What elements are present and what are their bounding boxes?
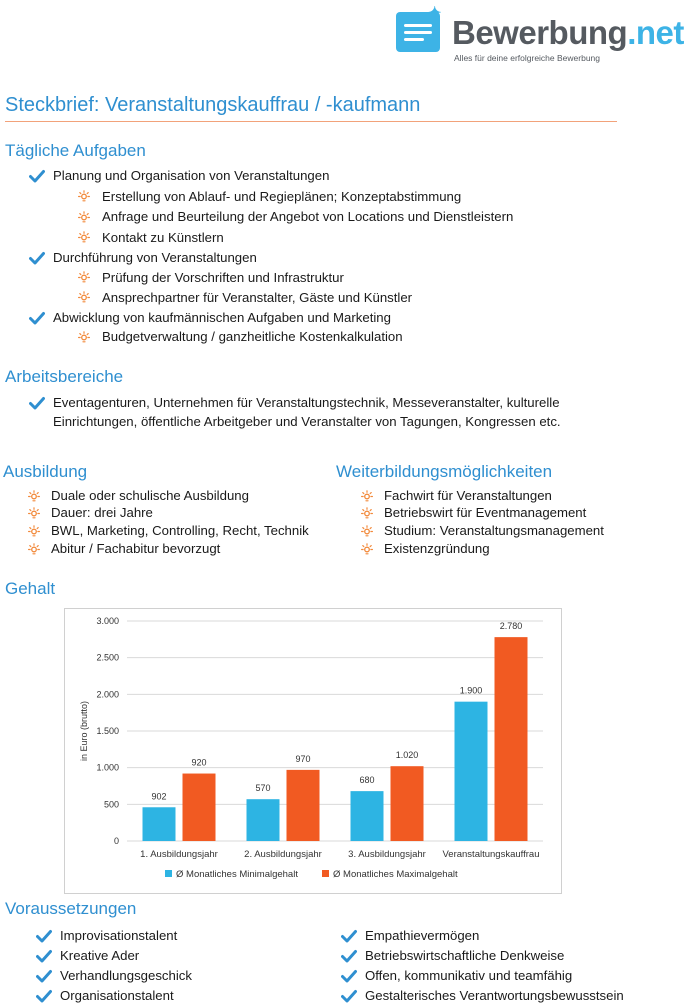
chart-bar (143, 807, 176, 841)
daily-subtask-item: Anfrage und Beurteilung der Angebot von Locations und Dienstleistern (102, 209, 514, 224)
chart-legend-swatch (322, 870, 329, 877)
logo-tagline: Alles für deine erfolgreiche Bewerbung (454, 53, 601, 63)
chart-data-label: 680 (359, 775, 375, 786)
work-areas-heading: Arbeitsbereiche (5, 367, 124, 386)
bulb-icon (28, 507, 40, 519)
chart-y-tick-label: 500 (103, 799, 119, 810)
bulb-icon (361, 490, 373, 502)
check-icon (29, 311, 45, 325)
title-divider (5, 121, 617, 122)
bulb-icon (78, 190, 90, 202)
bulb-icon (78, 231, 90, 243)
chart-y-tick-label: 1.500 (96, 726, 119, 736)
check-icon (36, 949, 52, 963)
further-education-item: Existenzgründung (384, 541, 490, 556)
check-icon (341, 949, 357, 963)
training-item: Abitur / Fachabitur bevorzugt (51, 541, 221, 556)
daily-subtask-item: Erstellung von Ablauf- und Regieplänen; Konzeptabstimmung (102, 189, 462, 204)
daily-subtask-item: Kontakt zu Künstlern (102, 230, 224, 245)
further-education-item: Fachwirt für Veranstaltungen (384, 488, 552, 503)
chart-y-axis-label: in Euro (brutto) (79, 700, 89, 762)
chart-y-tick-label: 1.000 (96, 762, 119, 773)
chart-legend-swatch (165, 870, 172, 877)
chart-y-tick-label: 0 (113, 836, 119, 846)
check-icon (36, 969, 52, 983)
bulb-icon (361, 507, 373, 519)
salary-heading: Gehalt (5, 579, 56, 598)
bulb-icon (78, 331, 90, 343)
salary-chart (65, 609, 561, 893)
training-item: BWL, Marketing, Controlling, Recht, Technik (51, 523, 309, 538)
chart-data-label: 920 (191, 757, 207, 768)
check-icon (36, 929, 52, 943)
check-icon (341, 969, 357, 983)
chart-x-tick-label: Veranstaltungskauffrau (442, 849, 540, 860)
work-areas-line-1: Eventagenturen, Unternehmen für Veranstaltungstechnik, Messeveranstalter, kulturelle (53, 395, 560, 410)
bulb-icon (78, 291, 90, 303)
bulb-icon (78, 271, 90, 283)
training-item: Duale oder schulische Ausbildung (51, 488, 249, 503)
chart-legend-label: Ø Monatliches Minimalgehalt (176, 869, 298, 880)
salary-chart-frame (64, 608, 562, 894)
requirements-heading: Voraussetzungen (5, 899, 137, 918)
chart-x-tick-label: 2. Ausbildungsjahr (244, 849, 322, 860)
chart-bar (247, 799, 280, 841)
daily-task-item: Planung und Organisation von Veranstaltungen (53, 168, 330, 183)
chart-x-tick-label: 1. Ausbildungsjahr (140, 849, 218, 860)
work-areas-line-2: Einrichtungen, öffentliche Arbeitgeber und Veranstalter von Tagungen, Kongressen etc. (53, 414, 561, 429)
daily-subtask-item: Prüfung der Vorschriften und Infrastruktur (102, 270, 344, 285)
bulb-icon (28, 490, 40, 502)
requirement-item: Offen, kommunikativ und teamfähig (365, 968, 573, 983)
requirement-item: Organisationstalent (60, 988, 174, 1003)
chart-y-tick-label: 2.000 (96, 689, 119, 700)
check-icon (341, 989, 357, 1003)
further-education-item: Studium: Veranstaltungsmanagement (384, 523, 604, 538)
bulb-icon (28, 543, 40, 555)
chart-y-tick-label: 3.000 (96, 616, 119, 626)
requirement-item: Betriebswirtschaftliche Denkweise (365, 948, 565, 963)
chart-data-label: 1.020 (395, 750, 419, 761)
further-education-item: Betriebswirt für Eventmanagement (384, 505, 587, 520)
further-education-heading: Weiterbildungsmöglichkeiten (336, 462, 553, 481)
daily-subtask-item: Budgetverwaltung / ganzheitliche Kostenkalkulation (102, 329, 403, 344)
chart-data-label: 2.780 (499, 621, 523, 632)
daily-tasks-heading: Tägliche Aufgaben (5, 141, 146, 160)
chart-data-label: 570 (255, 783, 271, 794)
page-title: Steckbrief: Veranstaltungskauffrau / -kaufmann (5, 94, 421, 116)
check-icon (341, 929, 357, 943)
bulb-icon (28, 525, 40, 537)
requirement-item: Empathievermögen (365, 928, 480, 943)
check-icon (29, 169, 45, 183)
chart-legend-label: Ø Monatliches Maximalgehalt (333, 869, 458, 880)
logo-star-icon: ✦ (428, 5, 442, 22)
chart-bar (287, 770, 320, 841)
training-heading: Ausbildung (3, 462, 88, 481)
daily-subtask-item: Ansprechpartner für Veranstalter, Gäste und Künstler (102, 290, 413, 305)
requirement-item: Kreative Ader (60, 948, 140, 963)
chart-bar (183, 774, 216, 841)
requirement-item: Gestalterisches Verantwortungsbewusstsein (365, 988, 624, 1003)
chart-bar (455, 702, 488, 841)
check-icon (36, 989, 52, 1003)
bulb-icon (78, 211, 90, 223)
requirement-item: Improvisationstalent (60, 928, 178, 943)
chart-data-label: 970 (295, 753, 311, 764)
bulb-icon (361, 543, 373, 555)
chart-y-tick-label: 2.500 (96, 652, 119, 663)
check-icon (29, 251, 45, 265)
daily-task-item: Durchführung von Veranstaltungen (53, 250, 257, 265)
chart-x-tick-label: 3. Ausbildungsjahr (348, 849, 426, 860)
chart-bar (391, 766, 424, 841)
logo-wordmark: Bewerbung.net (452, 14, 684, 51)
training-item: Dauer: drei Jahre (51, 505, 153, 520)
check-icon (29, 396, 45, 410)
chart-data-label: 902 (151, 791, 167, 802)
bulb-icon (361, 525, 373, 537)
chart-data-label: 1.900 (459, 685, 483, 696)
daily-task-item: Abwicklung von kaufmännischen Aufgaben und Marketing (53, 310, 391, 325)
chart-bar (495, 637, 528, 841)
chart-bar (351, 791, 384, 841)
requirement-item: Verhandlungsgeschick (60, 968, 192, 983)
